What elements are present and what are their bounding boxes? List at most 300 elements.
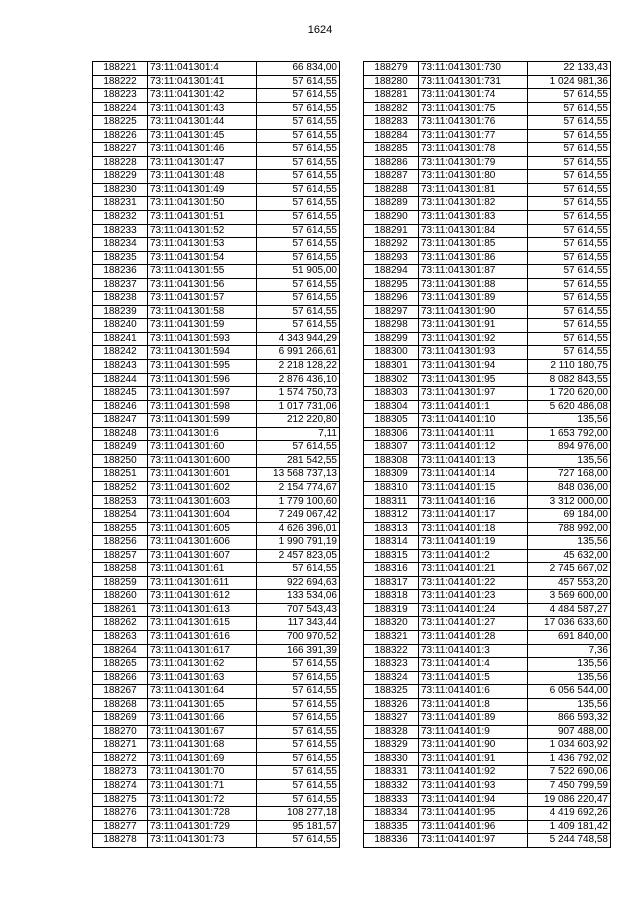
table-row [364, 156, 611, 170]
cadastral-number-cell: 73:11:041301:603 [148, 495, 257, 509]
value-cell: 57 614,55 [257, 102, 340, 116]
value-cell: 457 553,20 [528, 576, 611, 590]
cadastral-number-cell: 73:11:041401:94 [419, 793, 528, 807]
row-number-cell: 188267 [93, 685, 148, 699]
table-row [93, 739, 340, 753]
value-cell: 1 024 981,36 [528, 75, 611, 89]
cadastral-number-cell: 73:11:041301:64 [148, 685, 257, 699]
cadastral-number-cell: 73:11:041301:616 [148, 630, 257, 644]
table-row [364, 522, 611, 536]
value-cell: 57 614,55 [528, 156, 611, 170]
value-cell: 57 614,55 [257, 712, 340, 726]
row-number-cell: 188315 [364, 549, 419, 563]
table-row [364, 725, 611, 739]
row-number-cell: 188266 [93, 671, 148, 685]
cadastral-number-cell: 73:11:041301:60 [148, 441, 257, 455]
table-row [364, 509, 611, 523]
cadastral-number-cell: 73:11:041401:11 [419, 427, 528, 441]
table-row [93, 62, 340, 76]
row-number-cell: 188226 [93, 129, 148, 143]
table-row [364, 495, 611, 509]
value-cell: 57 614,55 [528, 197, 611, 211]
value-cell: 57 614,55 [528, 183, 611, 197]
table-row [93, 509, 340, 523]
table-row [364, 332, 611, 346]
row-number-cell: 188227 [93, 143, 148, 157]
row-number-cell: 188295 [364, 278, 419, 292]
row-number-cell: 188320 [364, 617, 419, 631]
table-row [364, 62, 611, 76]
row-number-cell: 188235 [93, 251, 148, 265]
value-cell: 894 976,00 [528, 441, 611, 455]
cadastral-number-cell: 73:11:041401:93 [419, 779, 528, 793]
row-number-cell: 188316 [364, 563, 419, 577]
row-number-cell: 188265 [93, 658, 148, 672]
row-number-cell: 188335 [364, 820, 419, 834]
value-cell: 135,56 [528, 698, 611, 712]
right-register-table [363, 61, 611, 848]
value-cell: 4 419 692,26 [528, 807, 611, 821]
value-cell: 57 614,55 [257, 671, 340, 685]
table-row [93, 414, 340, 428]
table-row [364, 143, 611, 157]
value-cell: 57 614,55 [528, 251, 611, 265]
table-row [364, 278, 611, 292]
row-number-cell: 188312 [364, 509, 419, 523]
cadastral-number-cell: 73:11:041301:91 [419, 319, 528, 333]
row-number-cell: 188328 [364, 725, 419, 739]
table-row [93, 549, 340, 563]
row-number-cell: 188329 [364, 739, 419, 753]
value-cell: 57 614,55 [257, 658, 340, 672]
cadastral-number-cell: 73:11:041301:97 [419, 387, 528, 401]
cadastral-number-cell: 73:11:041301:73 [148, 834, 257, 848]
table-row [364, 644, 611, 658]
cadastral-number-cell: 73:11:041301:62 [148, 658, 257, 672]
cadastral-number-cell: 73:11:041301:4 [148, 62, 257, 76]
left-table-body [93, 62, 340, 848]
table-row [364, 238, 611, 252]
cadastral-number-cell: 73:11:041401:21 [419, 563, 528, 577]
value-cell: 57 614,55 [257, 563, 340, 577]
value-cell: 866 593,32 [528, 712, 611, 726]
row-number-cell: 188268 [93, 698, 148, 712]
table-row [364, 292, 611, 306]
table-row [364, 400, 611, 414]
cadastral-number-cell: 73:11:041301:604 [148, 509, 257, 523]
value-cell: 108 277,18 [257, 807, 340, 821]
row-number-cell: 188303 [364, 387, 419, 401]
row-number-cell: 188225 [93, 116, 148, 130]
table-row [364, 603, 611, 617]
table-row [364, 820, 611, 834]
value-cell: 57 614,55 [257, 834, 340, 848]
value-cell: 17 036 633,60 [528, 617, 611, 631]
row-number-cell: 188228 [93, 156, 148, 170]
cadastral-number-cell: 73:11:041301:602 [148, 481, 257, 495]
right-table-body [364, 62, 611, 848]
cadastral-number-cell: 73:11:041301:61 [148, 563, 257, 577]
cadastral-number-cell: 73:11:041301:42 [148, 89, 257, 103]
row-number-cell: 188283 [364, 116, 419, 130]
cadastral-number-cell: 73:11:041301:58 [148, 305, 257, 319]
row-number-cell: 188304 [364, 400, 419, 414]
row-number-cell: 188241 [93, 332, 148, 346]
cadastral-number-cell: 73:11:041401:16 [419, 495, 528, 509]
cadastral-number-cell: 73:11:041301:63 [148, 671, 257, 685]
table-row [364, 454, 611, 468]
value-cell: 57 614,55 [528, 265, 611, 279]
table-row [93, 129, 340, 143]
row-number-cell: 188298 [364, 319, 419, 333]
cadastral-number-cell: 73:11:041301:48 [148, 170, 257, 184]
value-cell: 57 614,55 [257, 698, 340, 712]
row-number-cell: 188309 [364, 468, 419, 482]
cadastral-number-cell: 73:11:041301:82 [419, 197, 528, 211]
table-row [93, 712, 340, 726]
row-number-cell: 188242 [93, 346, 148, 360]
value-cell: 57 614,55 [257, 685, 340, 699]
row-number-cell: 188249 [93, 441, 148, 455]
cadastral-number-cell: 73:11:041401:15 [419, 481, 528, 495]
table-row [93, 224, 340, 238]
row-number-cell: 188238 [93, 292, 148, 306]
cadastral-number-cell: 73:11:041401:13 [419, 454, 528, 468]
table-row [93, 211, 340, 225]
cadastral-number-cell: 73:11:041301:594 [148, 346, 257, 360]
table-row [364, 183, 611, 197]
value-cell: 1 409 181,42 [528, 820, 611, 834]
row-number-cell: 188326 [364, 698, 419, 712]
cadastral-number-cell: 73:11:041301:605 [148, 522, 257, 536]
value-cell: 57 614,55 [257, 143, 340, 157]
table-row [364, 102, 611, 116]
table-row [93, 360, 340, 374]
table-row [364, 536, 611, 550]
cadastral-number-cell: 73:11:041301:89 [419, 292, 528, 306]
row-number-cell: 188294 [364, 265, 419, 279]
cadastral-number-cell: 73:11:041301:45 [148, 129, 257, 143]
value-cell: 57 614,55 [528, 143, 611, 157]
table-row [93, 603, 340, 617]
table-row [93, 332, 340, 346]
cadastral-number-cell: 73:11:041401:4 [419, 658, 528, 672]
value-cell: 45 632,00 [528, 549, 611, 563]
row-number-cell: 188237 [93, 278, 148, 292]
row-number-cell: 188239 [93, 305, 148, 319]
table-row [364, 766, 611, 780]
row-number-cell: 188301 [364, 360, 419, 374]
value-cell: 57 614,55 [257, 292, 340, 306]
table-row [93, 427, 340, 441]
table-row [364, 129, 611, 143]
value-cell: 281 542,55 [257, 454, 340, 468]
table-row [364, 834, 611, 848]
cadastral-number-cell: 73:11:041301:76 [419, 116, 528, 130]
cadastral-number-cell: 73:11:041301:601 [148, 468, 257, 482]
cadastral-number-cell: 73:11:041301:731 [419, 75, 528, 89]
value-cell: 57 614,55 [528, 89, 611, 103]
table-row [93, 197, 340, 211]
cadastral-number-cell: 73:11:041401:97 [419, 834, 528, 848]
row-number-cell: 188305 [364, 414, 419, 428]
cadastral-number-cell: 73:11:041301:612 [148, 590, 257, 604]
table-row [93, 807, 340, 821]
cadastral-number-cell: 73:11:041301:94 [419, 360, 528, 374]
value-cell: 166 391,39 [257, 644, 340, 658]
row-number-cell: 188324 [364, 671, 419, 685]
cadastral-number-cell: 73:11:041401:91 [419, 752, 528, 766]
row-number-cell: 188277 [93, 820, 148, 834]
row-number-cell: 188282 [364, 102, 419, 116]
row-number-cell: 188264 [93, 644, 148, 658]
table-row [364, 441, 611, 455]
value-cell: 135,56 [528, 658, 611, 672]
cadastral-number-cell: 73:11:041301:55 [148, 265, 257, 279]
value-cell: 1 720 620,00 [528, 387, 611, 401]
row-number-cell: 188256 [93, 536, 148, 550]
table-row [364, 658, 611, 672]
value-cell: 707 543,43 [257, 603, 340, 617]
row-number-cell: 188318 [364, 590, 419, 604]
table-row [364, 387, 611, 401]
cadastral-number-cell: 73:11:041301:615 [148, 617, 257, 631]
cadastral-number-cell: 73:11:041301:83 [419, 211, 528, 225]
cadastral-number-cell: 73:11:041301:86 [419, 251, 528, 265]
table-row [93, 685, 340, 699]
cadastral-number-cell: 73:11:041301:67 [148, 725, 257, 739]
row-number-cell: 188246 [93, 400, 148, 414]
table-row [364, 224, 611, 238]
row-number-cell: 188327 [364, 712, 419, 726]
table-row [364, 685, 611, 699]
cadastral-number-cell: 73:11:041401:12 [419, 441, 528, 455]
table-row [93, 373, 340, 387]
value-cell: 135,56 [528, 536, 611, 550]
table-row [93, 793, 340, 807]
row-number-cell: 188229 [93, 170, 148, 184]
cadastral-number-cell: 73:11:041401:10 [419, 414, 528, 428]
cadastral-number-cell: 73:11:041401:8 [419, 698, 528, 712]
value-cell: 4 484 587,27 [528, 603, 611, 617]
row-number-cell: 188336 [364, 834, 419, 848]
table-row [364, 779, 611, 793]
row-number-cell: 188289 [364, 197, 419, 211]
row-number-cell: 188250 [93, 454, 148, 468]
cadastral-number-cell: 73:11:041301:88 [419, 278, 528, 292]
value-cell: 7 249 067,42 [257, 509, 340, 523]
cadastral-number-cell: 73:11:041301:52 [148, 224, 257, 238]
table-row [93, 116, 340, 130]
value-cell: 6 991 266,61 [257, 346, 340, 360]
cadastral-number-cell: 73:11:041301:75 [419, 102, 528, 116]
table-row [364, 590, 611, 604]
value-cell: 1 436 792,02 [528, 752, 611, 766]
row-number-cell: 188245 [93, 387, 148, 401]
row-number-cell: 188297 [364, 305, 419, 319]
value-cell: 57 614,55 [257, 278, 340, 292]
table-row [93, 766, 340, 780]
cadastral-number-cell: 73:11:041301:57 [148, 292, 257, 306]
cadastral-number-cell: 73:11:041401:22 [419, 576, 528, 590]
value-cell: 57 614,55 [257, 305, 340, 319]
value-cell: 51 905,00 [257, 265, 340, 279]
table-row [93, 102, 340, 116]
row-number-cell: 188260 [93, 590, 148, 604]
table-row [93, 441, 340, 455]
row-number-cell: 188230 [93, 183, 148, 197]
table-row [93, 305, 340, 319]
value-cell: 3 569 600,00 [528, 590, 611, 604]
cadastral-number-cell: 73:11:041301:613 [148, 603, 257, 617]
value-cell: 2 876 436,10 [257, 373, 340, 387]
table-row [364, 739, 611, 753]
value-cell: 1 034 603,92 [528, 739, 611, 753]
cadastral-number-cell: 73:11:041301:53 [148, 238, 257, 252]
table-row [364, 170, 611, 184]
value-cell: 95 181,57 [257, 820, 340, 834]
row-number-cell: 188236 [93, 265, 148, 279]
table-row [93, 400, 340, 414]
value-cell: 19 086 220,47 [528, 793, 611, 807]
row-number-cell: 188302 [364, 373, 419, 387]
row-number-cell: 188291 [364, 224, 419, 238]
row-number-cell: 188333 [364, 793, 419, 807]
value-cell: 57 614,55 [528, 102, 611, 116]
cadastral-number-cell: 73:11:041301:6 [148, 427, 257, 441]
table-row [364, 576, 611, 590]
table-row [364, 75, 611, 89]
cadastral-number-cell: 73:11:041301:87 [419, 265, 528, 279]
value-cell: 57 614,55 [528, 170, 611, 184]
cadastral-number-cell: 73:11:041301:68 [148, 739, 257, 753]
row-number-cell: 188224 [93, 102, 148, 116]
cadastral-number-cell: 73:11:041301:72 [148, 793, 257, 807]
cadastral-number-cell: 73:11:041301:70 [148, 766, 257, 780]
value-cell: 57 614,55 [257, 156, 340, 170]
table-row [93, 779, 340, 793]
row-number-cell: 188310 [364, 481, 419, 495]
value-cell: 66 834,00 [257, 62, 340, 76]
row-number-cell: 188306 [364, 427, 419, 441]
cadastral-number-cell: 73:11:041301:49 [148, 183, 257, 197]
cadastral-number-cell: 73:11:041301:81 [419, 183, 528, 197]
row-number-cell: 188319 [364, 603, 419, 617]
row-number-cell: 188273 [93, 766, 148, 780]
row-number-cell: 188285 [364, 143, 419, 157]
table-row [93, 671, 340, 685]
cadastral-number-cell: 73:11:041401:5 [419, 671, 528, 685]
value-cell: 57 614,55 [257, 197, 340, 211]
value-cell: 57 614,55 [257, 211, 340, 225]
value-cell: 57 614,55 [257, 739, 340, 753]
table-row [93, 156, 340, 170]
value-cell: 57 614,55 [257, 89, 340, 103]
row-number-cell: 188221 [93, 62, 148, 76]
value-cell: 4 626 396,01 [257, 522, 340, 536]
value-cell: 133 534,06 [257, 590, 340, 604]
row-number-cell: 188259 [93, 576, 148, 590]
table-row [93, 346, 340, 360]
table-row [93, 387, 340, 401]
cadastral-number-cell: 73:11:041401:92 [419, 766, 528, 780]
row-number-cell: 188314 [364, 536, 419, 550]
table-row [93, 319, 340, 333]
cadastral-number-cell: 73:11:041401:9 [419, 725, 528, 739]
cadastral-number-cell: 73:11:041301:611 [148, 576, 257, 590]
value-cell: 4 343 944,29 [257, 332, 340, 346]
row-number-cell: 188334 [364, 807, 419, 821]
table-row [93, 495, 340, 509]
table-row [364, 373, 611, 387]
value-cell: 57 614,55 [528, 319, 611, 333]
table-row [364, 414, 611, 428]
value-cell: 57 614,55 [257, 725, 340, 739]
row-number-cell: 188322 [364, 644, 419, 658]
cadastral-number-cell: 73:11:041301:43 [148, 102, 257, 116]
table-row [364, 360, 611, 374]
table-row [93, 658, 340, 672]
cadastral-number-cell: 73:11:041301:47 [148, 156, 257, 170]
cadastral-number-cell: 73:11:041301:617 [148, 644, 257, 658]
cadastral-number-cell: 73:11:041301:44 [148, 116, 257, 130]
cadastral-number-cell: 73:11:041301:90 [419, 305, 528, 319]
row-number-cell: 188247 [93, 414, 148, 428]
value-cell: 69 184,00 [528, 509, 611, 523]
row-number-cell: 188290 [364, 211, 419, 225]
cadastral-number-cell: 73:11:041301:95 [419, 373, 528, 387]
cadastral-number-cell: 73:11:041301:54 [148, 251, 257, 265]
table-row [364, 427, 611, 441]
value-cell: 3 312 000,00 [528, 495, 611, 509]
table-row [364, 116, 611, 130]
row-number-cell: 188307 [364, 441, 419, 455]
cadastral-number-cell: 73:11:041301:595 [148, 360, 257, 374]
cadastral-number-cell: 73:11:041301:598 [148, 400, 257, 414]
row-number-cell: 188271 [93, 739, 148, 753]
row-number-cell: 188299 [364, 332, 419, 346]
cadastral-number-cell: 73:11:041401:24 [419, 603, 528, 617]
value-cell: 13 568 737,13 [257, 468, 340, 482]
cadastral-number-cell: 73:11:041301:46 [148, 143, 257, 157]
cadastral-number-cell: 73:11:041401:19 [419, 536, 528, 550]
table-row [93, 725, 340, 739]
row-number-cell: 188257 [93, 549, 148, 563]
cadastral-number-cell: 73:11:041301:730 [419, 62, 528, 76]
table-row [93, 563, 340, 577]
cadastral-number-cell: 73:11:041301:41 [148, 75, 257, 89]
table-row [364, 305, 611, 319]
cadastral-number-cell: 73:11:041401:23 [419, 590, 528, 604]
row-number-cell: 188243 [93, 360, 148, 374]
row-number-cell: 188331 [364, 766, 419, 780]
row-number-cell: 188253 [93, 495, 148, 509]
row-number-cell: 188286 [364, 156, 419, 170]
table-row [93, 576, 340, 590]
table-row [93, 698, 340, 712]
value-cell: 57 614,55 [257, 116, 340, 130]
value-cell: 57 614,55 [257, 170, 340, 184]
table-row [364, 671, 611, 685]
cadastral-number-cell: 73:11:041401:1 [419, 400, 528, 414]
row-number-cell: 188284 [364, 129, 419, 143]
row-number-cell: 188288 [364, 183, 419, 197]
row-number-cell: 188263 [93, 630, 148, 644]
cadastral-number-cell: 73:11:041301:599 [148, 414, 257, 428]
table-row [93, 170, 340, 184]
value-cell: 57 614,55 [257, 238, 340, 252]
table-row [364, 481, 611, 495]
